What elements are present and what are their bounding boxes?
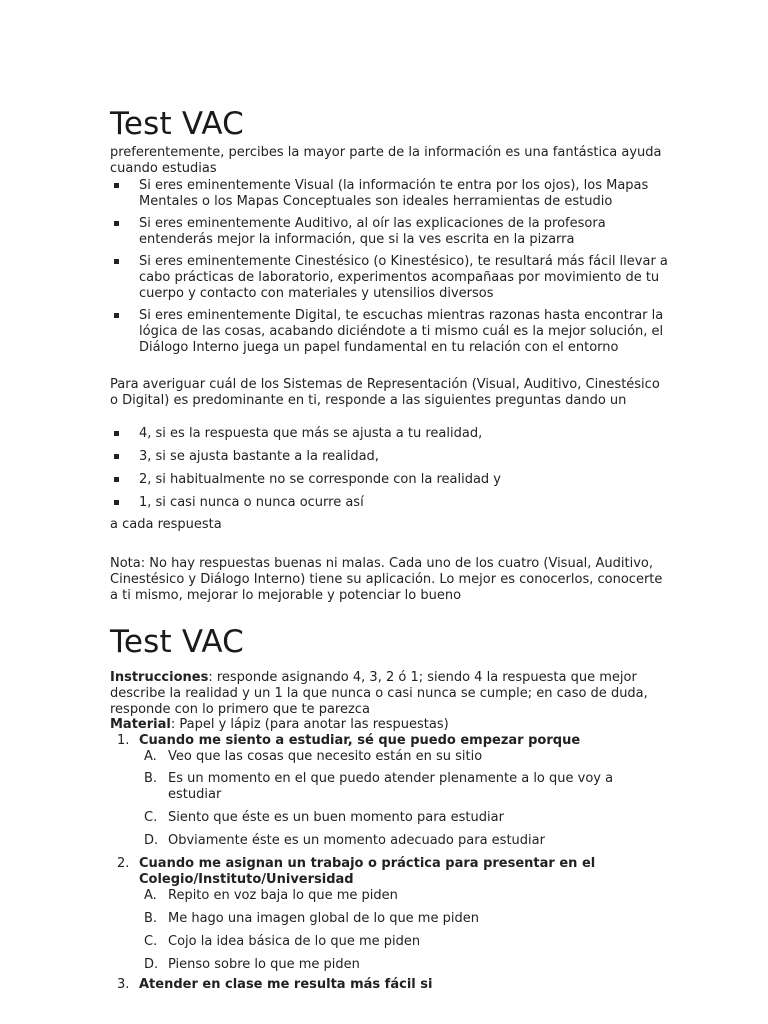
square-bullet-icon xyxy=(114,221,119,226)
option-text: Pienso sobre lo que me piden xyxy=(168,957,360,972)
question-text: Cuando me asignan un trabajo o práctica para presentar en el Colegio/Instituto/Universidad xyxy=(139,856,596,887)
option-letter: D. xyxy=(144,833,159,848)
square-bullet-icon xyxy=(114,313,119,318)
option-text: Cojo la idea básica de lo que me piden xyxy=(168,934,421,949)
option-a xyxy=(110,888,670,904)
square-bullet-icon xyxy=(114,259,119,264)
list-item: 2, si habitualmente no se corresponde con la realidad y xyxy=(110,472,670,488)
question-number: 2. xyxy=(117,856,130,871)
option-letter: D. xyxy=(144,957,159,972)
list-item: 1, si casi nunca o nunca ocurre así xyxy=(110,495,670,511)
square-bullet-icon xyxy=(114,477,119,482)
option-b xyxy=(110,911,670,927)
question-number: 3. xyxy=(117,977,130,992)
section-title-2: Test VAC xyxy=(110,624,245,660)
list-item: 3, si se ajusta bastante a la realidad, xyxy=(110,449,670,465)
averiguar-paragraph: Para averiguar cuál de los Sistemas de Representación (Visual, Auditivo, Cinestésico o Digital) es predominante en ti, responde a las siguientes preguntas dando un xyxy=(110,377,660,408)
option-text: Obviamente éste es un momento adecuado para estudiar xyxy=(168,833,545,848)
question-1 xyxy=(110,733,670,849)
instrucciones-text: : responde asignando 4, 3, 2 ó 1; siendo 4 la respuesta que mejor describe la realidad y un 1 la que nunca o casi nunca se cumple; en caso de duda, responde con lo primero que te parezca xyxy=(110,670,648,717)
square-bullet-icon xyxy=(114,500,119,505)
material-paragraph xyxy=(110,717,670,733)
option-text: Es un momento en el que puedo atender plenamente a lo que voy a estudiar xyxy=(168,771,614,802)
option-c xyxy=(110,934,670,950)
list-item: Si eres eminentemente Digital, te escuchas mientras razonas hasta encontrar la lógica de las cosas, acabando diciéndote a ti mismo cuál es la mejor solución, el Diálogo Interno juega un papel fundamental en tu relación con el entorno xyxy=(110,308,670,356)
question-header xyxy=(110,733,670,749)
option-letter: B. xyxy=(144,771,158,786)
square-bullet-icon xyxy=(114,183,119,188)
option-text: Repito en voz baja lo que me piden xyxy=(168,888,398,903)
question-2 xyxy=(110,856,670,973)
option-text: Siento que éste es un buen momento para estudiar xyxy=(168,810,504,825)
square-bullet-icon xyxy=(114,454,119,459)
question-number: 1. xyxy=(117,733,130,748)
systems-list xyxy=(110,178,670,356)
question-text: Atender en clase me resulta más fácil si xyxy=(139,977,433,992)
square-bullet-icon xyxy=(114,431,119,436)
scale-list xyxy=(110,426,670,511)
option-c xyxy=(110,810,670,826)
option-b xyxy=(110,771,670,803)
option-text: Veo que las cosas que necesito están en su sitio xyxy=(168,749,483,764)
option-letter: A. xyxy=(144,888,157,903)
nota-paragraph: Nota: No hay respuestas buenas ni malas. Cada uno de los cuatro (Visual, Auditivo, Cinestésico y Diálogo Interno) tiene su aplicación. Lo mejor es conocerlos, conocerte a ti mismo, mejorar lo mejorable y potenciar lo bueno xyxy=(110,556,663,603)
list-item: Si eres eminentemente Visual (la información te entra por los ojos), los Mapas Mentales o los Mapas Conceptuales son ideales herramientas de estudio xyxy=(110,178,670,210)
option-a xyxy=(110,749,670,765)
list-item: Si eres eminentemente Auditivo, al oír las explicaciones de la profesora entenderás mejor la información, que si la ves escrita en la pizarra xyxy=(110,216,670,248)
list-item: 4, si es la respuesta que más se ajusta a tu realidad, xyxy=(110,426,670,442)
option-letter: C. xyxy=(144,934,158,949)
option-letter: A. xyxy=(144,749,157,764)
intro-paragraph: preferentemente, percibes la mayor parte de la información es una fantástica ayuda cuando estudias xyxy=(110,145,662,176)
question-text: Cuando me siento a estudiar, sé que puedo empezar porque xyxy=(139,733,581,748)
instrucciones-paragraph xyxy=(110,670,670,718)
material-text: : Papel y lápiz (para anotar las respuestas) xyxy=(170,717,449,732)
option-letter: B. xyxy=(144,911,158,926)
a-cada-respuesta-text: a cada respuesta xyxy=(110,517,222,532)
question-3 xyxy=(110,977,670,993)
question-header xyxy=(110,977,670,993)
section-title-1: Test VAC xyxy=(110,106,245,142)
material-label: Material xyxy=(110,717,171,732)
option-d xyxy=(110,957,670,973)
option-letter: C. xyxy=(144,810,158,825)
list-item: Si eres eminentemente Cinestésico (o Kinestésico), te resultará más fácil llevar a cabo prácticas de laboratorio, experimentos acompañaas por movimiento de tu cuerpo y contacto con materiales y utensilios diversos xyxy=(110,254,670,302)
instrucciones-label: Instrucciones xyxy=(110,670,209,685)
option-d xyxy=(110,833,670,849)
question-header xyxy=(110,856,670,888)
option-text: Me hago una imagen global de lo que me piden xyxy=(168,911,479,926)
